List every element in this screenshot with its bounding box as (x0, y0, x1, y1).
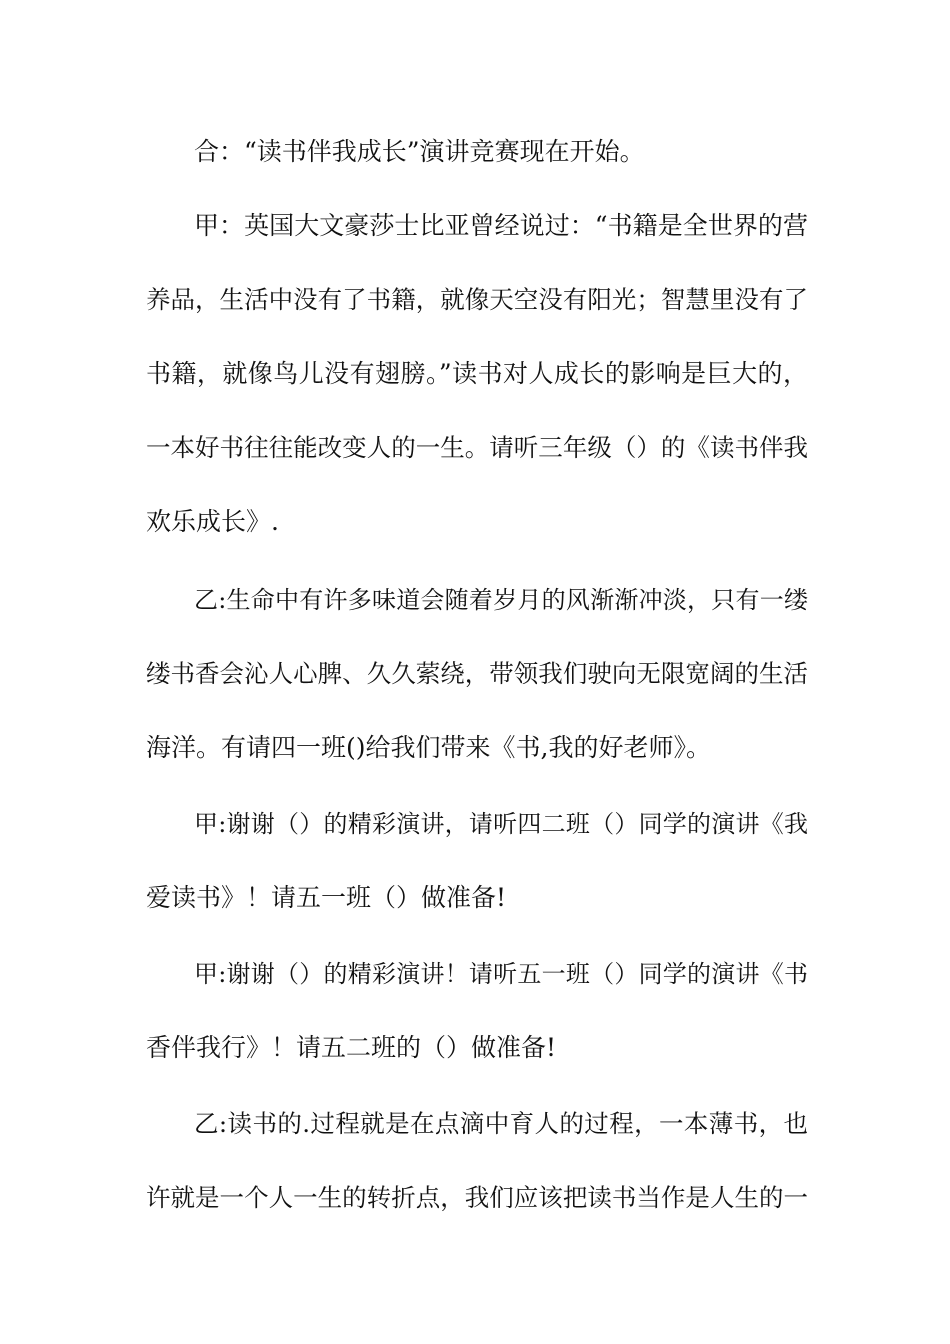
paragraph-line: 甲:谢谢（）的精彩演讲，请听四二班（）同学的演讲《我 (194, 810, 808, 838)
paragraph-line: 合：“读书伴我成长”演讲竞赛现在开始。 (194, 137, 645, 166)
paragraph-line: 香伴我行》！请五二班的（）做准备! (146, 1033, 557, 1062)
paragraph-line: 乙:读书的.过程就是在点滴中育人的过程，一本薄书，也 (194, 1109, 808, 1138)
paragraph-line: 乙:生命中有许多味道会随着岁月的风渐渐冲淡，只有一缕 (194, 586, 808, 614)
paragraph-line: 缕书香会沁人心脾、久久萦绕，带领我们驶向无限宽阔的生活 (146, 659, 808, 688)
paragraph-line: 海洋。有请四一班()给我们带来《书,我的好老师》。 (146, 733, 711, 762)
paragraph-line: 书籍，就像鸟儿没有翅膀。”读书对人成长的影响是巨大的， (146, 359, 808, 388)
paragraph-line: 养品，生活中没有了书籍，就像天空没有阳光；智慧里没有了 (146, 285, 808, 314)
paragraph-line: 欢乐成长》. (146, 507, 279, 536)
paragraph-line: 甲：英国大文豪莎士比亚曾经说过：“书籍是全世界的营 (194, 211, 808, 240)
paragraph-line: 许就是一个人一生的转折点，我们应该把读书当作是人生的一 (146, 1183, 808, 1212)
paragraph-line: 甲:谢谢（）的精彩演讲！请听五一班（）同学的演讲《书 (194, 960, 808, 988)
paragraph-line: 一本好书往往能改变人的一生。请听三年级（）的《读书伴我 (146, 433, 808, 462)
paragraph-line: 爱读书》！请五一班（）做准备! (146, 883, 507, 912)
